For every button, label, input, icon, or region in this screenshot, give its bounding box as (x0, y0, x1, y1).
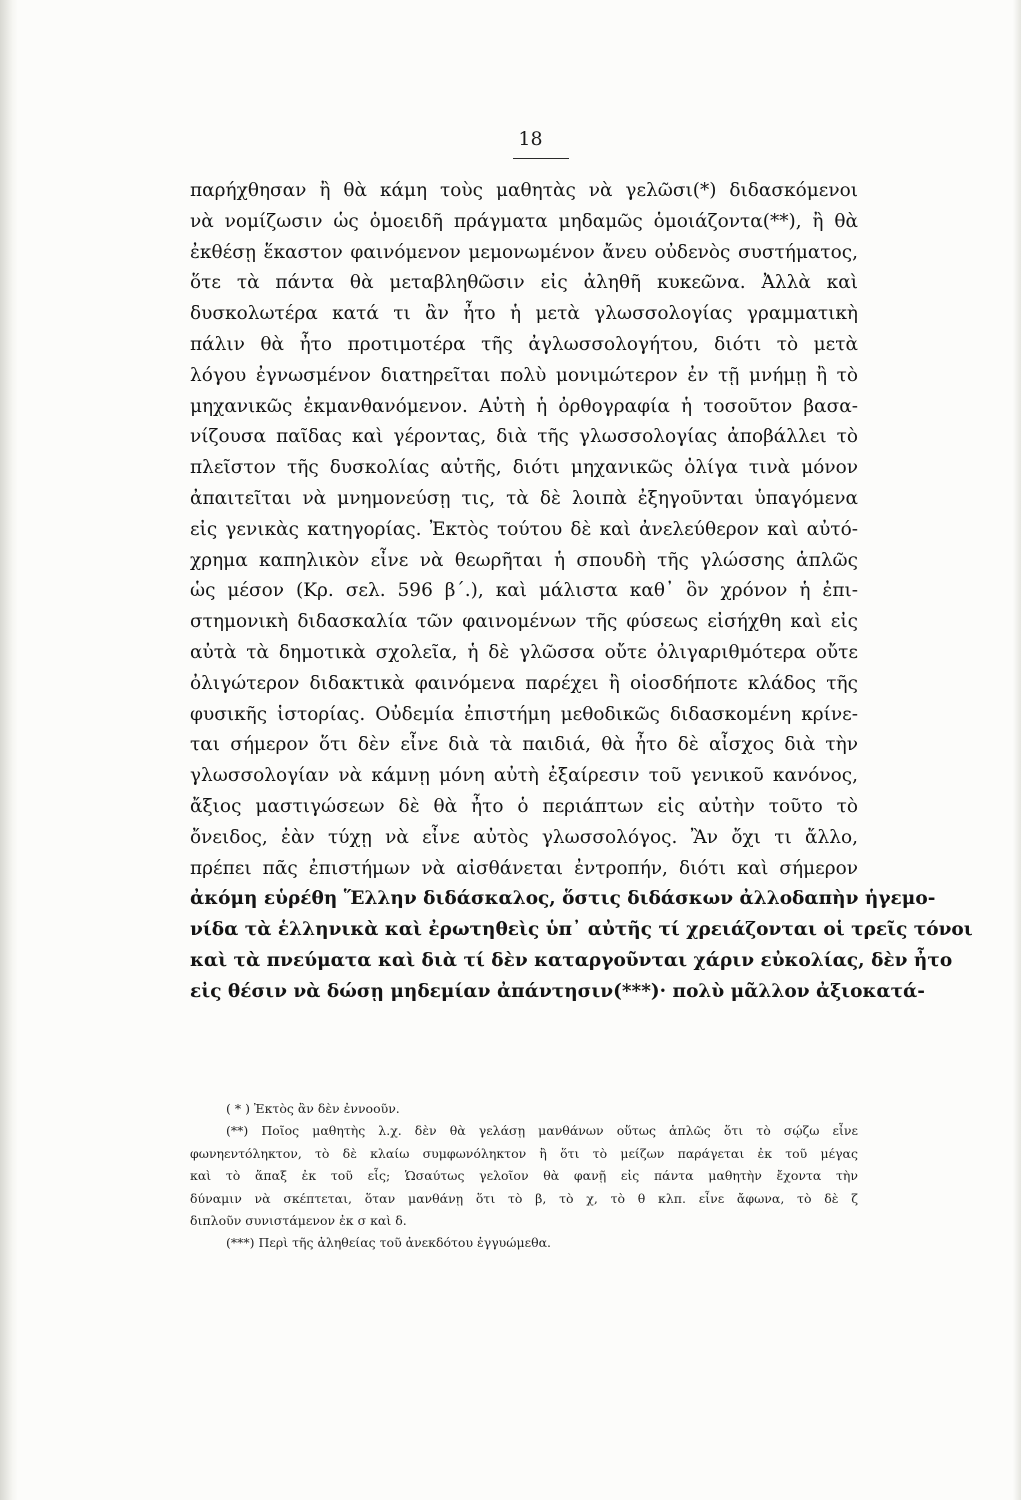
page-right-edge (1013, 0, 1021, 1500)
text-line: στημονικὴ διδασκαλία τῶν φαινομένων τῆς φύσεως εἰσήχθη καὶ εἰς (190, 611, 858, 633)
text-line: ἐκθέσῃ ἕκαστον φαινόμενον μεμονωμένον ἄνευ οὐδενὸς συστήματος, (190, 241, 858, 263)
text-line: ἄξιος μαστιγώσεων δὲ θὰ ἦτο ὁ περιάπτων εἰς αὐτὴν τοῦτο τὸ (190, 795, 858, 817)
text-line: φυσικῆς ἱστορίας. Οὐδεμία ἐπιστήμη μεθοδικῶς διδασκομένη κρίνε- (190, 703, 858, 725)
text-line: μηχανικῶς ἐκμανθανόμενον. Αὐτὴ ἡ ὀρθογραφία ἡ τοσοῦτον βασα- (190, 395, 858, 417)
footnote-3: (***) Περὶ τῆς ἀληθείας τοῦ ἀνεκδότου ἐγγυώμεθα. (226, 1235, 552, 1251)
text-line: ὡς μέσον (Κρ. σελ. 596 β΄.), καὶ μάλιστα καθ᾽ ὃν χρόνον ἡ ἐπι- (190, 580, 858, 602)
text-line: εἰς θέσιν νὰ δώσῃ μηδεμίαν ἀπάντησιν(***)· πολὺ μᾶλλον ἀξιοκατά- (190, 980, 925, 1002)
text-line: πάλιν θὰ ἦτο προτιμοτέρα τῆς ἀγλωσσολογήτου, διότι τὸ μετὰ (190, 333, 858, 355)
text-line: πρέπει πᾶς ἐπιστήμων νὰ αἰσθάνεται ἐντροπήν, διότι καὶ σήμερον (190, 857, 858, 879)
text-line: δυσκολωτέρα κατά τι ἂν ἦτο ἡ μετὰ γλωσσολογίας γραμματικὴ (190, 303, 858, 325)
footnote-2-cont: καὶ τὸ ἅπαξ ἐκ τοῦ εἷς; Ὡσαύτως γελοῖον θὰ φανῇ εἰς πάντα μαθητὴν ἔχοντα τὴν (190, 1168, 858, 1184)
text-line: πλεῖστον τῆς δυσκολίας αὐτῆς, διότι μηχανικῶς ὀλίγα τινὰ μόνον (190, 457, 858, 479)
footnote-2-cont: διπλοῦν συνιστάμενον ἐκ σ καὶ δ. (190, 1212, 407, 1228)
body-text (190, 176, 973, 1008)
text-line: χρημα καπηλικὸν εἶνε νὰ θεωρῆται ἡ σπουδὴ τῆς γλώσσης ἁπλῶς (190, 549, 858, 571)
text-line: νὰ νομίζωσιν ὡς ὁμοειδῆ πράγματα μηδαμῶς ὁμοιάζοντα(**), ἢ θὰ (190, 210, 858, 232)
text-line: ὄνειδος, ἐὰν τύχῃ νὰ εἶνε αὐτὸς γλωσσολόγος. Ἂν ὄχι τι ἄλλο, (190, 826, 858, 848)
text-line: ὅτε τὰ πάντα θὰ μεταβληθῶσιν εἰς ἀληθῆ κυκεῶνα. Ἀλλὰ καὶ (190, 272, 858, 294)
footnotes (190, 1098, 858, 1255)
text-line: λόγου ἐγνωσμένον διατηρεῖται πολὺ μονιμώτερον ἐν τῇ μνήμῃ ἢ τὸ (190, 364, 858, 386)
footnote-2-cont: δύναμιν νὰ σκέπτεται, ὅταν μανθάνῃ ὅτι τὸ β, τὸ χ, τὸ θ κλπ. εἶνε ἄφωνα, τὸ δὲ ζ (190, 1190, 858, 1206)
text-line: ἀπαιτεῖται νὰ μνημονεύσῃ τις, τὰ δὲ λοιπὰ ἐξηγοῦνται ὑπαγόμενα (190, 487, 858, 509)
page-number: 18 (518, 128, 543, 150)
page-number-rule (513, 158, 569, 159)
text-line: γλωσσολογίαν νὰ κάμνῃ μόνη αὐτὴ ἐξαίρεσιν τοῦ γενικοῦ κανόνος, (190, 765, 858, 787)
page-spine-shadow (0, 0, 18, 1500)
footnote-1: ( * ) Ἐκτὸς ἂν δὲν ἐννοοῦν. (226, 1101, 400, 1116)
text-line: νίδα τὰ ἑλληνικὰ καὶ ἐρωτηθεὶς ὑπ᾽ αὐτῆς τί χρειάζονται οἱ τρεῖς τόνοι (190, 919, 973, 941)
text-line: ται σήμερον ὅτι δὲν εἶνε διὰ τὰ παιδιά, θὰ ἦτο δὲ αἶσχος διὰ τὴν (190, 734, 858, 756)
footnote-2: (**) Ποῖος μαθητὴς λ.χ. δὲν θὰ γελάσῃ μανθάνων οὕτως ἁπλῶς ὅτι τὸ σῴζω εἶνε (226, 1123, 858, 1139)
text-line: ἀκόμη εὑρέθη Ἕλλην διδάσκαλος, ὅστις διδάσκων ἀλλοδαπὴν ἡγεμο- (190, 888, 936, 910)
text-line: ὀλιγώτερον διδακτικὰ φαινόμενα παρέχει ἢ οἱοσδήποτε κλάδος τῆς (190, 672, 858, 694)
text-line: παρήχθησαν ἢ θὰ κάμη τοὺς μαθητὰς νὰ γελῶσι(*) διδασκόμενοι (190, 180, 858, 201)
text-line: νίζουσα παῖδας καὶ γέροντας, διὰ τῆς γλωσσολογίας ἀποβάλλει τὸ (190, 426, 858, 448)
footnote-2-cont: φωνηεντόληκτον, τὸ δὲ κλαίω συμφωνόληκτον ἢ ὅτι τὸ μείζων παράγεται ἐκ τοῦ μέγας (190, 1145, 858, 1161)
text-line: εἰς γενικὰς κατηγορίας. Ἐκτὸς τούτου δὲ καὶ ἀνελεύθερον καὶ αὐτό- (190, 518, 858, 540)
text-line: αὐτὰ τὰ δημοτικὰ σχολεῖα, ἡ δὲ γλῶσσα οὔτε ὀλιγαριθμότερα οὔτε (190, 641, 858, 663)
text-line: καὶ τὰ πνεύματα καὶ διὰ τί δὲν καταργοῦνται χάριν εὐκολίας, δὲν ἦτο (190, 949, 953, 971)
